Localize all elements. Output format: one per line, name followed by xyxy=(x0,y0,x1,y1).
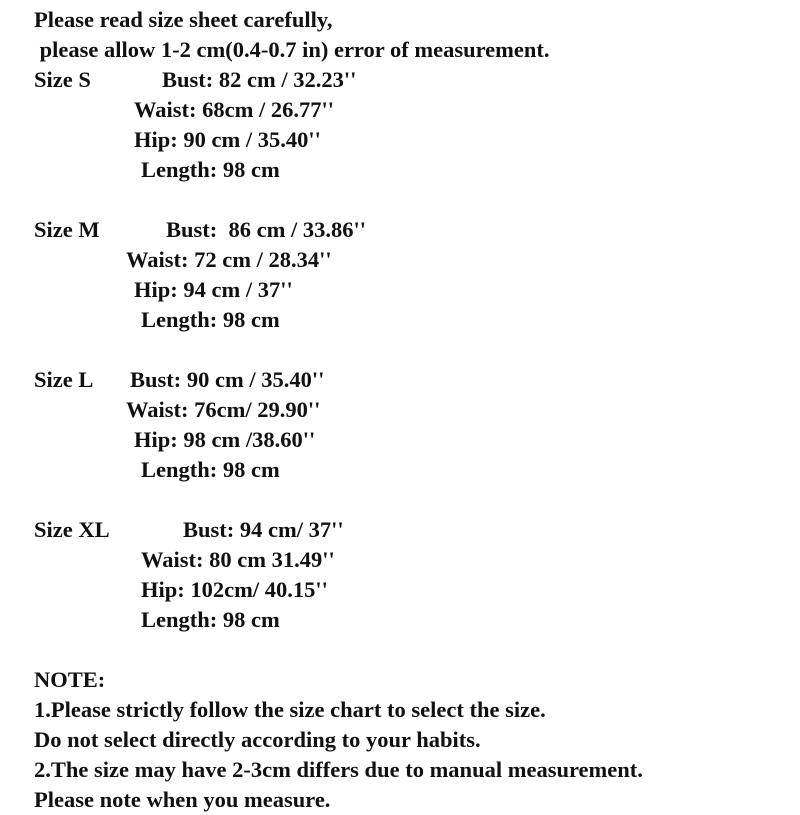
length-measurement: Length: 98 cm xyxy=(141,457,280,482)
bust-measurement: Bust: 82 cm / 32.23'' xyxy=(162,67,357,92)
note-line-3: 2.The size may have 2-3cm differs due to manual measurement. xyxy=(34,757,643,782)
size-label: Size L xyxy=(34,367,94,392)
waist-measurement: Waist: 80 cm 31.49'' xyxy=(141,547,335,572)
waist-measurement: Waist: 72 cm / 28.34'' xyxy=(126,247,332,272)
intro-line-1: Please read size sheet carefully, xyxy=(34,7,333,32)
note-line-2: Do not select directly according to your habits. xyxy=(34,727,481,752)
hip-measurement: Hip: 98 cm /38.60'' xyxy=(134,427,316,452)
size-label: Size S xyxy=(34,67,91,92)
size-label: Size M xyxy=(34,217,100,242)
note-heading: NOTE: xyxy=(34,667,106,692)
hip-measurement: Hip: 90 cm / 35.40'' xyxy=(134,127,321,152)
length-measurement: Length: 98 cm xyxy=(141,607,280,632)
bust-measurement: Bust: 86 cm / 33.86'' xyxy=(166,217,366,242)
note-line-4: Please note when you measure. xyxy=(34,787,331,812)
bust-measurement: Bust: 94 cm/ 37'' xyxy=(183,517,344,542)
hip-measurement: Hip: 94 cm / 37'' xyxy=(134,277,293,302)
intro-line-2: please allow 1-2 cm(0.4-0.7 in) error of measurement. xyxy=(34,37,550,62)
length-measurement: Length: 98 cm xyxy=(141,157,280,182)
waist-measurement: Waist: 68cm / 26.77'' xyxy=(134,97,334,122)
length-measurement: Length: 98 cm xyxy=(141,307,280,332)
note-line-1: 1.Please strictly follow the size chart to select the size. xyxy=(34,697,546,722)
size-label: Size XL xyxy=(34,517,110,542)
bust-measurement: Bust: 90 cm / 35.40'' xyxy=(130,367,325,392)
hip-measurement: Hip: 102cm/ 40.15'' xyxy=(141,577,328,602)
waist-measurement: Waist: 76cm/ 29.90'' xyxy=(126,397,321,422)
